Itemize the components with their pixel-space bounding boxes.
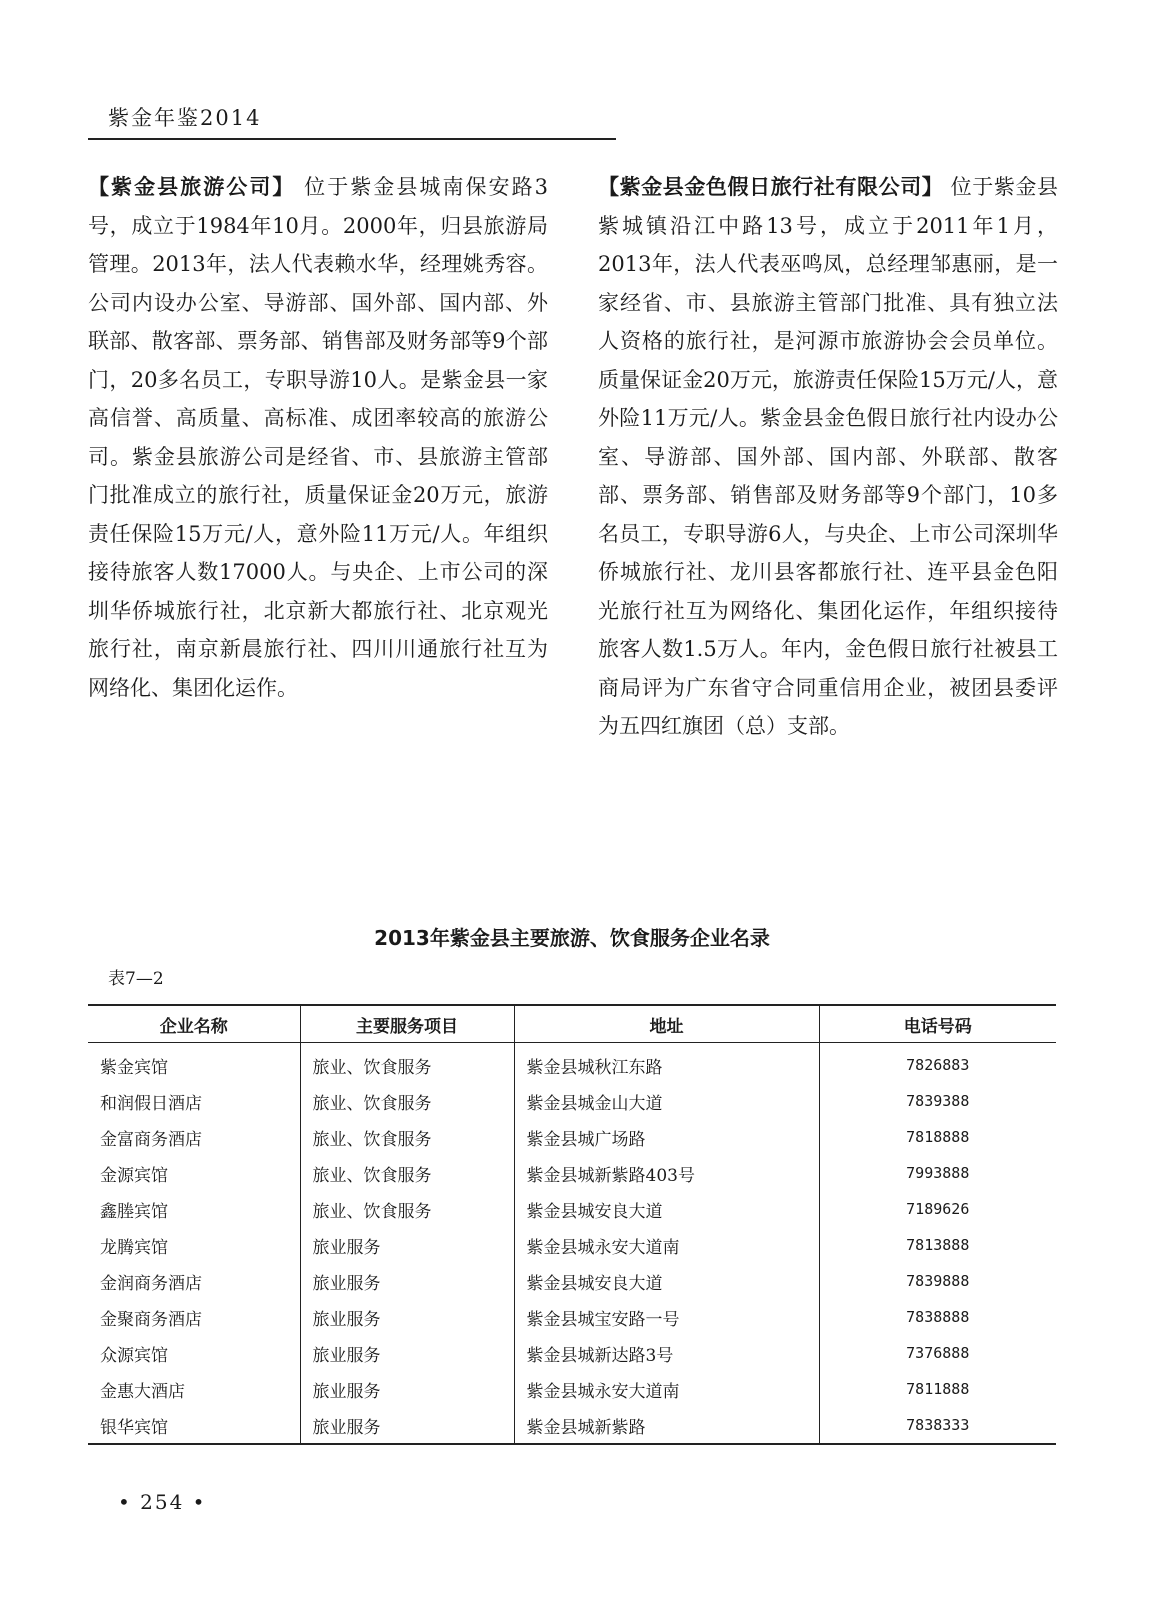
phone-number: 7826883 — [819, 1043, 1056, 1084]
address: 紫金县城永安大道南 — [514, 1227, 819, 1263]
enterprise-name: 鑫塍宾馆 — [100, 1201, 168, 1222]
table-row — [88, 1191, 1056, 1227]
enterprise-name: 金惠大酒店 — [100, 1381, 185, 1402]
address: 紫金县城新达路3号 — [514, 1335, 819, 1371]
enterprise-name: 和润假日酒店 — [100, 1093, 202, 1114]
enterprise-name: 金润商务酒店 — [100, 1273, 202, 1294]
enterprise-name: 金富商务酒店 — [100, 1129, 202, 1150]
service-type: 旅业服务 — [300, 1299, 514, 1335]
service-type: 旅业、饮食服务 — [300, 1043, 514, 1084]
phone-number: 7993888 — [819, 1155, 1056, 1191]
enterprise-name: 龙腾宾馆 — [100, 1237, 168, 1258]
phone-number: 7376888 — [819, 1335, 1056, 1371]
phone-number: 7839388 — [819, 1083, 1056, 1119]
service-type: 旅业、饮食服务 — [300, 1155, 514, 1191]
service-type: 旅业服务 — [300, 1407, 514, 1444]
phone-number: 7813888 — [819, 1227, 1056, 1263]
running-header: 紫金年鉴2014 — [108, 106, 262, 130]
service-type: 旅业服务 — [300, 1227, 514, 1263]
table-row — [88, 1371, 1056, 1407]
service-type: 旅业、饮食服务 — [300, 1119, 514, 1155]
address: 紫金县城新紫路 — [514, 1407, 819, 1444]
phone-number: 7811888 — [819, 1371, 1056, 1407]
address: 紫金县城新紫路403号 — [514, 1155, 819, 1191]
enterprise-name: 金源宾馆 — [100, 1165, 168, 1186]
table-row — [88, 1407, 1056, 1444]
address: 紫金县城安良大道 — [514, 1191, 819, 1227]
phone-number: 7818888 — [819, 1119, 1056, 1155]
table-row — [88, 1083, 1056, 1119]
table-row — [88, 1299, 1056, 1335]
table-header-row — [88, 1005, 1056, 1043]
address: 紫金县城宝安路一号 — [514, 1299, 819, 1335]
table-row — [88, 1119, 1056, 1155]
table-row — [88, 1043, 1056, 1084]
right-entry — [598, 168, 1058, 746]
enterprise-name: 金聚商务酒店 — [100, 1309, 202, 1330]
table-row — [88, 1263, 1056, 1299]
table-row — [88, 1155, 1056, 1191]
address: 紫金县城秋江东路 — [514, 1043, 819, 1084]
address: 紫金县城广场路 — [514, 1119, 819, 1155]
enterprise-name: 银华宾馆 — [100, 1417, 168, 1438]
table-number: 表7—2 — [108, 969, 164, 989]
page-number: • 254 • — [118, 1490, 207, 1514]
header-address: 地址 — [514, 1005, 819, 1043]
enterprise-name: 紫金宾馆 — [100, 1057, 168, 1078]
right-entry-body: 位于紫金县紫城镇沿江中路13号，成立于2011年1月，2013年，法人代表巫鸣凤，总经理邹惠丽，是一家经省、市、县旅游主管部门批准、具有独立法人资格的旅行社，是河源市旅游协会会员单位。质量保证金20万元，旅游责任保险15万元/人，意外险11万元/人。紫金县金色假日旅行社内设办公室、导游部、国外部、国内部、外联部、散客部、票务部、销售部及财务部等9个部门，10多名员工，专职导游6人，与央企、上市公司深圳华侨城旅行社、龙川县客都旅行社、连平县金色阳光旅行社互为网络化、集团化运作，年组织接待旅客人数1.5万人。年内，金色假日旅行社被县工商局评为广东省守合同重信用企业，被团县委评为五四红旗团（总）支部。 — [598, 175, 1058, 738]
phone-number: 7839888 — [819, 1263, 1056, 1299]
table-row — [88, 1227, 1056, 1263]
phone-number: 7838333 — [819, 1407, 1056, 1444]
address: 紫金县城金山大道 — [514, 1083, 819, 1119]
table-row — [88, 1335, 1056, 1371]
header-enterprise-name: 企业名称 — [88, 1005, 300, 1043]
header-main-service: 主要服务项目 — [300, 1005, 514, 1043]
phone-number: 7189626 — [819, 1191, 1056, 1227]
service-type: 旅业服务 — [300, 1371, 514, 1407]
left-entry — [88, 168, 548, 707]
service-type: 旅业服务 — [300, 1263, 514, 1299]
phone-number: 7838888 — [819, 1299, 1056, 1335]
address: 紫金县城永安大道南 — [514, 1371, 819, 1407]
enterprise-directory-table — [88, 1004, 1056, 1445]
left-entry-heading: 【紫金县旅游公司】 — [88, 175, 296, 199]
right-entry-heading: 【紫金县金色假日旅行社有限公司】 — [598, 175, 944, 199]
address: 紫金县城安良大道 — [514, 1263, 819, 1299]
header-rule — [88, 138, 616, 140]
service-type: 旅业、饮食服务 — [300, 1083, 514, 1119]
header-phone: 电话号码 — [819, 1005, 1056, 1043]
enterprise-name: 众源宾馆 — [100, 1345, 168, 1366]
left-entry-body: 位于紫金县城南保安路3号，成立于1984年10月。2000年，归县旅游局管理。2013年，法人代表赖水华，经理姚秀容。公司内设办公室、导游部、国外部、国内部、外联部、散客部、票务部、销售部及财务部等9个部门，20多名员工，专职导游10人。是紫金县一家高信誉、高质量、高标准、成团率较高的旅游公司。紫金县旅游公司是经省、市、县旅游主管部门批准成立的旅行社，质量保证金20万元，旅游责任保险15万元/人，意外险11万元/人。年组织接待旅客人数17000人。与央企、上市公司的深圳华侨城旅行社，北京新大都旅行社、北京观光旅行社，南京新晨旅行社、四川川通旅行社互为网络化、集团化运作。 — [88, 175, 548, 700]
service-type: 旅业服务 — [300, 1335, 514, 1371]
service-type: 旅业、饮食服务 — [300, 1191, 514, 1227]
table-title: 2013年紫金县主要旅游、饮食服务企业名录 — [374, 926, 770, 950]
